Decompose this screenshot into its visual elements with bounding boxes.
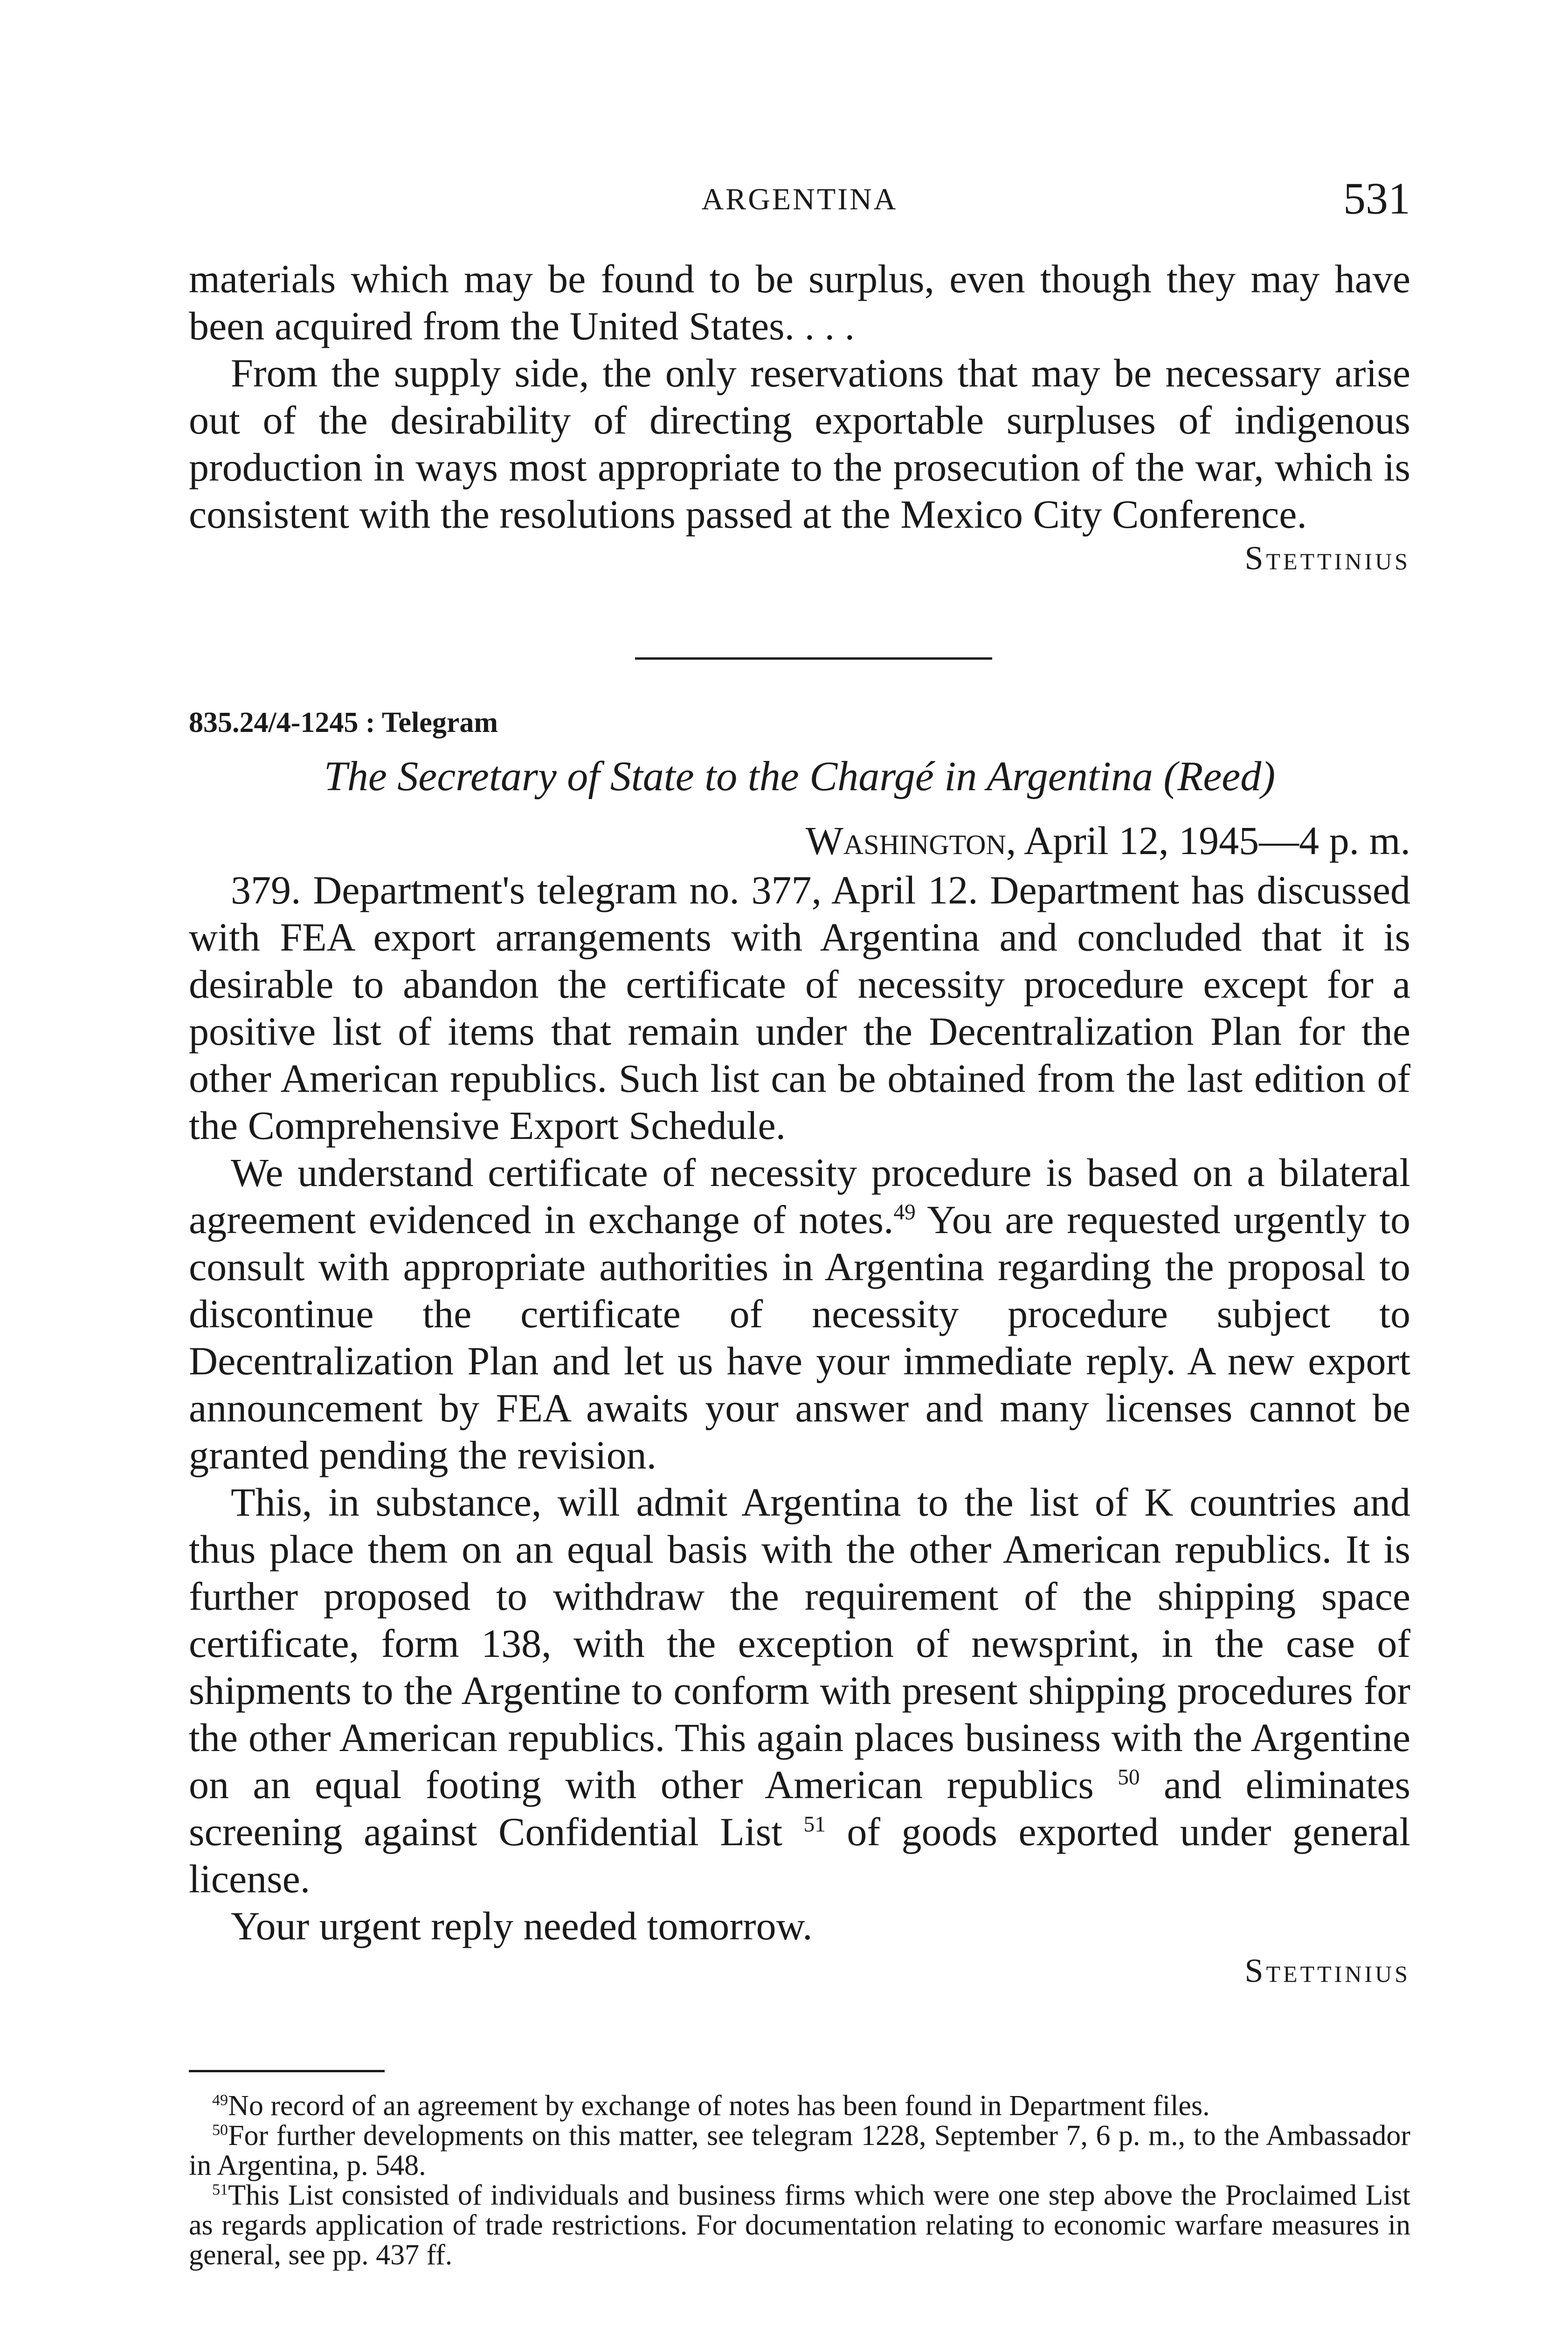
- footnote-ref: 49: [893, 1200, 916, 1225]
- paragraph-text: You are requested urgently to consult with appropriate authorities in Argentina regarding the proposal to discontinue the certificate of necessity procedure subject to Decentralization Plan and let us have your immediate reply. A new export announcement by FEA awaits your answer and many licenses cannot be granted pending the revision.: [189, 1197, 1410, 1477]
- section-divider: [635, 657, 992, 660]
- footnote-text: For further developments on this matter, see telegram 1228, September 7, 6 p. m., to the Ambassador in Argentina, p. 548.: [189, 2120, 1410, 2181]
- footnote-divider: [189, 2070, 385, 2072]
- document-title: The Secretary of State to the Chargé in Argentina (Reed): [324, 753, 1276, 800]
- paragraph: [189, 1149, 1410, 1479]
- footnote-number: 50: [212, 2121, 228, 2139]
- footnote-ref: 50: [1118, 1765, 1140, 1790]
- paragraph: 379. Department's telegram no. 377, April 12. Department has discussed with FEA export arrangements with Argentina and concluded that it is desirable to abandon the certificate of necessity procedure except for a positive list of items that remain under the Decentralization Plan for the other American republics. Such list can be obtained from the last edition of the Comprehensive Export Schedule.: [189, 868, 1410, 1148]
- previous-document-continuation: [189, 255, 1410, 578]
- footnote-text: No record of an agreement by exchange of notes has been found in Department files.: [228, 2090, 1210, 2122]
- dateline-date: , April 12, 1945—4 p. m.: [1006, 818, 1410, 863]
- paragraph: From the supply side, the only reservations that may be necessary arise out of the desirability of directing exportable surpluses of indigenous production in ways most appropriate to the prosecution of the war, which is consistent with the resolutions passed at the Mexico City Conference.: [189, 351, 1410, 537]
- dateline-place: Washington: [805, 818, 1006, 863]
- footnote-ref: 51: [803, 1812, 826, 1837]
- telegram-document: [189, 706, 1410, 1990]
- page-header: [189, 172, 1410, 224]
- paragraph-text: We understand certificate of necessity procedure is based on a bilateral agreement evidenced in exchange of notes.: [189, 1150, 1410, 1242]
- running-head: ARGENTINA: [701, 182, 898, 216]
- signature: Stettinius: [1244, 539, 1410, 577]
- footnote-number: 49: [212, 2091, 228, 2109]
- paragraph-text: of goods exported under general license.: [189, 1809, 1411, 1901]
- footnote-number: 51: [212, 2181, 228, 2199]
- footnote-49: [189, 2091, 1410, 2121]
- file-reference: 835.24/4-1245 : Telegram: [189, 707, 498, 738]
- footnote-51: [189, 2180, 1410, 2270]
- footnote-text: This List consisted of individuals and business firms which were one step above the Proclaimed List as regards application of trade restrictions. For documentation relating to economic warfare measures in general, see pp. 437 ff.: [189, 2179, 1410, 2271]
- page-number: 531: [1343, 173, 1410, 223]
- continued-paragraph: materials which may be found to be surplus, even though they may have been acquired from the United States. . . .: [189, 256, 1410, 348]
- paragraph: Your urgent reply needed tomorrow.: [231, 1903, 813, 1948]
- dateline: [189, 817, 1410, 864]
- paragraph: [189, 1479, 1410, 1903]
- footnotes: [189, 2091, 1410, 2270]
- paragraph-text: This, in substance, will admit Argentina to the list of K countries and thus place them on an equal basis with the other American republics. It is further proposed to withdraw the requirement of the shipping space certificate, form 138, with the exception of newsprint, in the case of shipments to the Argentine to conform with present shipping procedures for the other American republics. This again places business with the Argentine on an equal footing with other American republics: [189, 1480, 1410, 1807]
- paragraph-text: and eliminates screening against Confidential List: [189, 1762, 1411, 1854]
- signature: Stettinius: [1244, 1952, 1410, 1989]
- footnote-50: [189, 2121, 1410, 2180]
